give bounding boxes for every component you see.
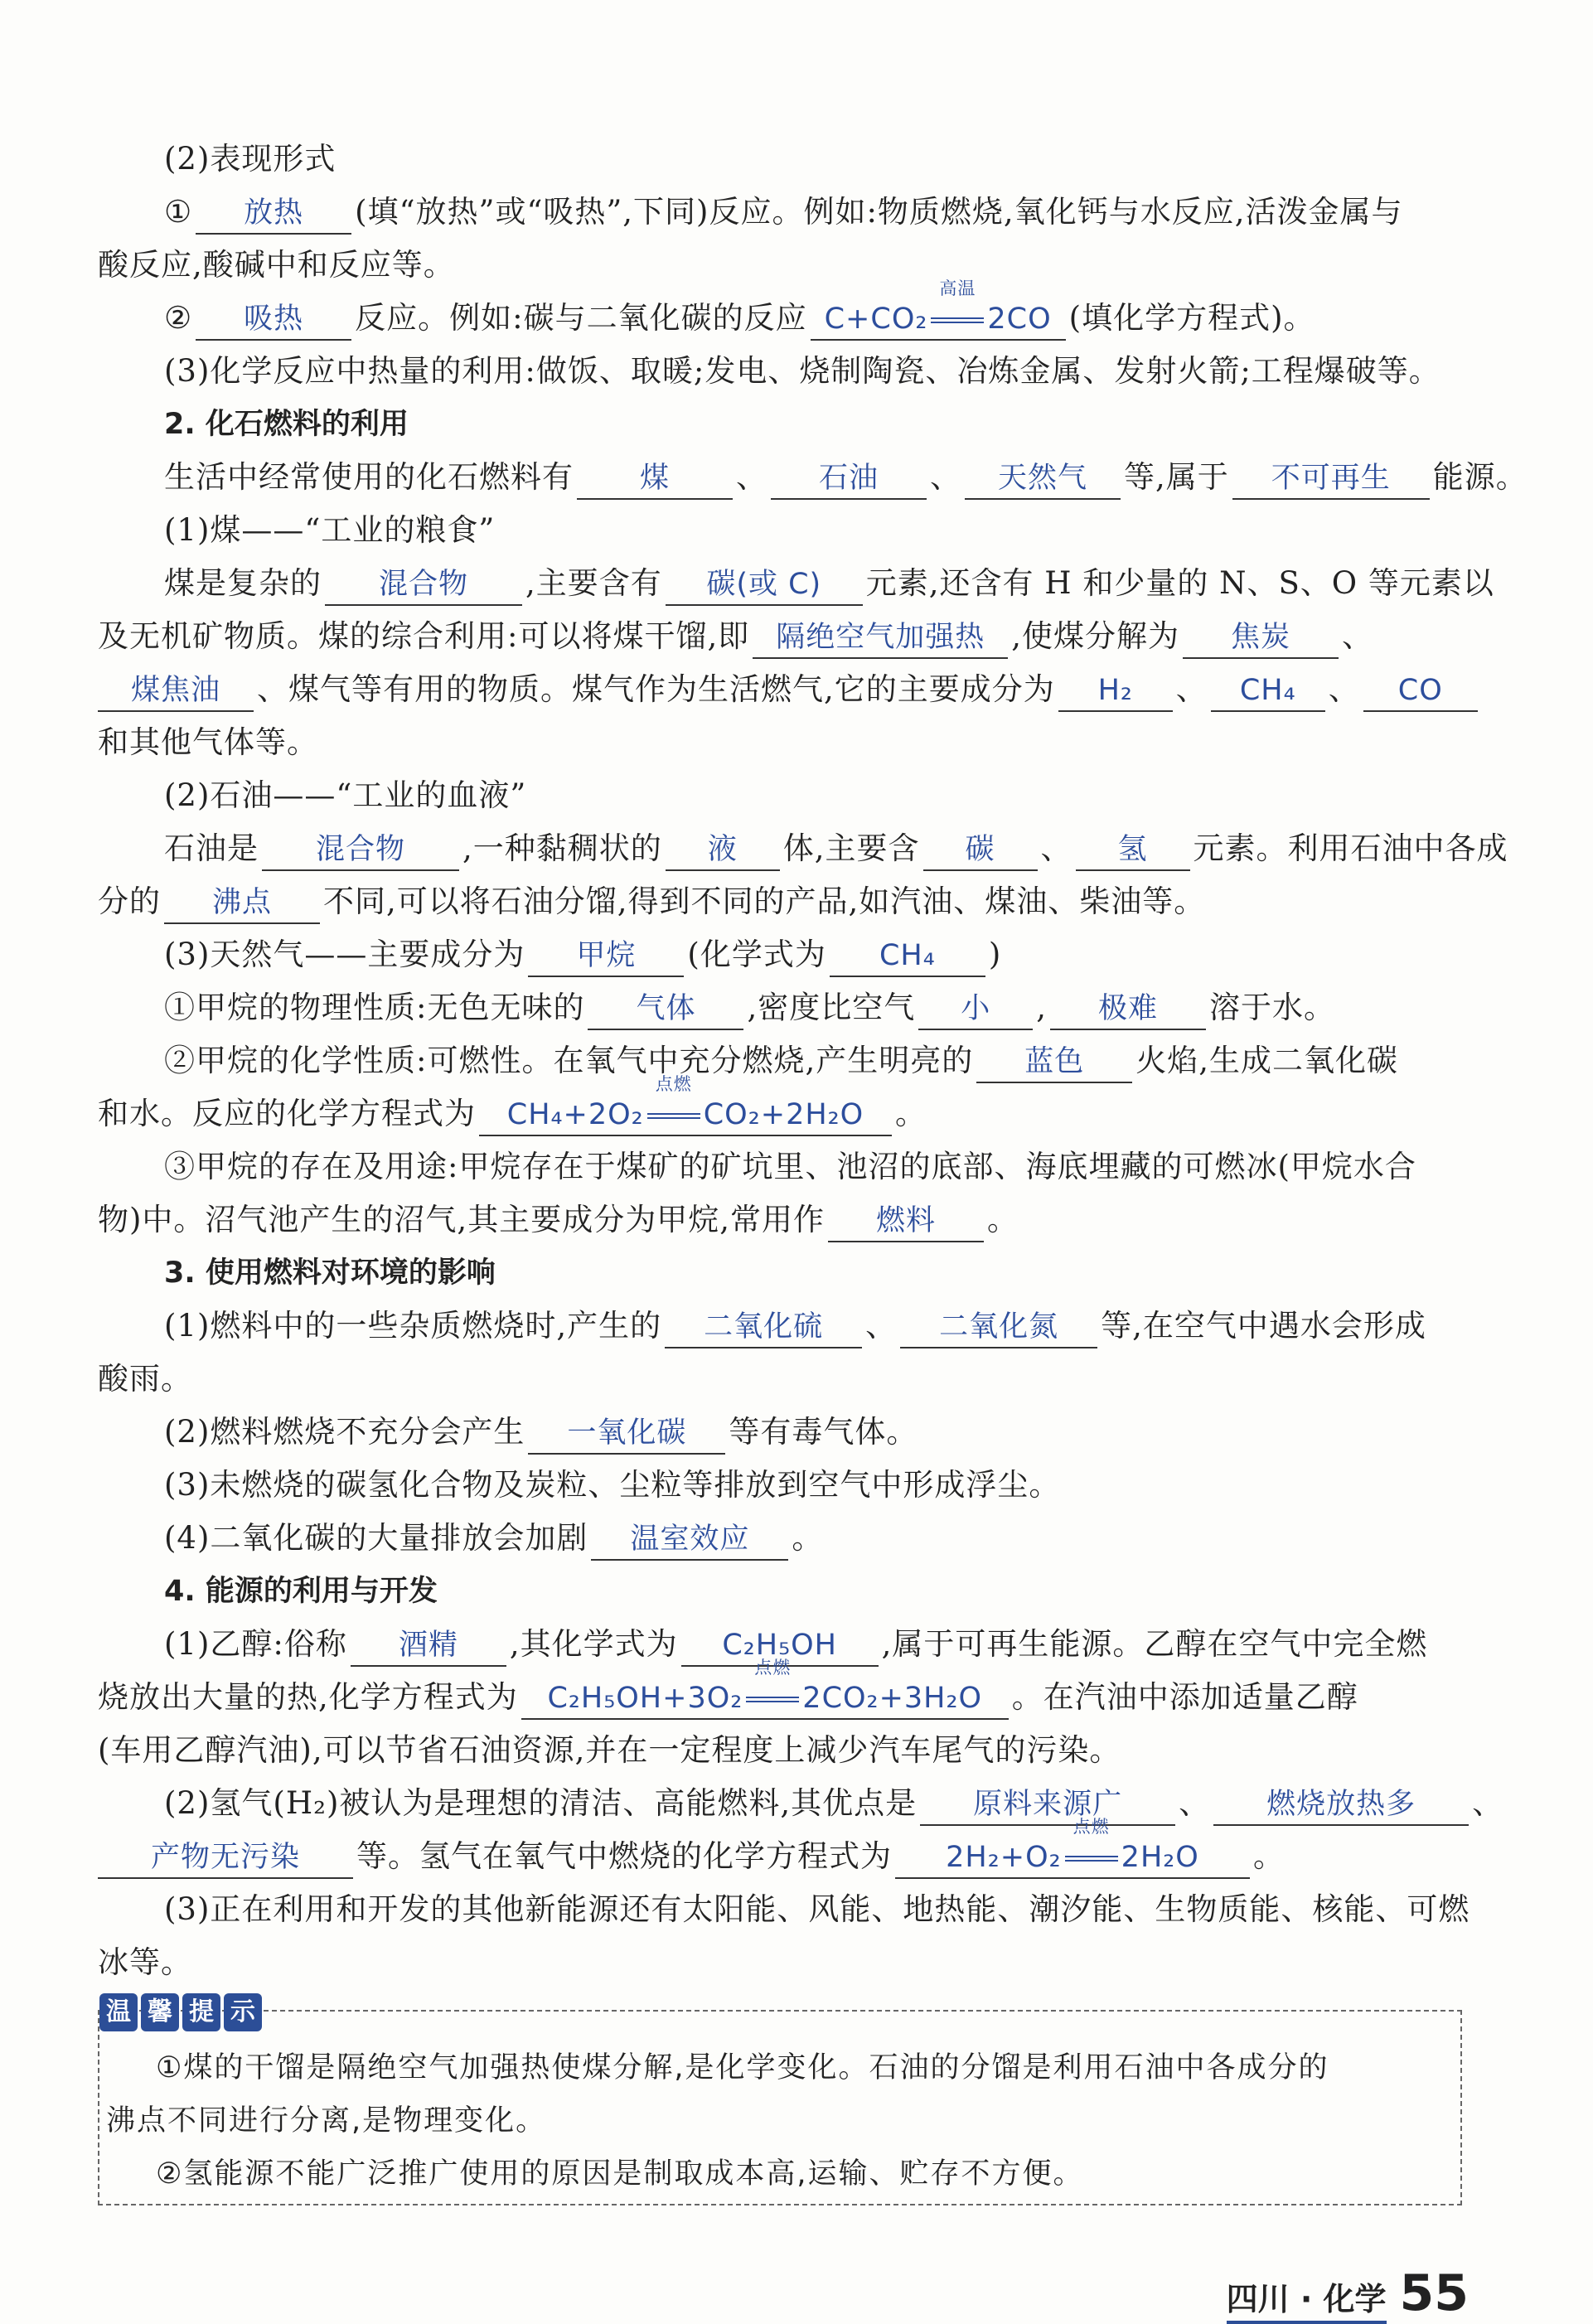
text: (1)燃料中的一些杂质燃烧时,产生的 [164, 1308, 662, 1344]
text: 、 [930, 459, 961, 495]
text: 、 [1328, 671, 1360, 707]
text-line [98, 928, 1474, 981]
text-line: (3)未燃烧的碳氢化合物及炭粒、尘粒等排放到空气中形成浮尘。 [164, 1467, 1061, 1503]
page-number: 55 [1399, 2264, 1469, 2322]
text: 石油是 [164, 830, 259, 866]
equation-left: C₂H₅OH+3O₂ [547, 1682, 743, 1715]
text-line: (3)正在利用和开发的其他新能源还有太阳能、风能、地热能、潮汐能、生物质能、核能、可燃 [164, 1891, 1470, 1927]
answer-blank: 酒精 [351, 1625, 506, 1667]
text-line [98, 1512, 1474, 1565]
equation-blank [479, 1074, 892, 1136]
equation-bar [1065, 1856, 1118, 1862]
equation-left: 2H₂+O₂ [946, 1841, 1062, 1874]
text: 火焰,生成二氧化碳 [1135, 1043, 1398, 1078]
text-line [98, 557, 1494, 610]
equation-right: 2CO [987, 303, 1052, 336]
text: 、煤气等有用的物质。煤气作为生活燃气,它的主要成分为 [257, 671, 1055, 707]
answer-blank: CO [1363, 671, 1478, 712]
section-heading: 4. 能源的利用与开发 [164, 1575, 438, 1608]
text-line [98, 1817, 1474, 1883]
condition-label: 点燃 [1072, 1817, 1110, 1837]
equation-left: CH₄+2O₂ [506, 1098, 644, 1131]
answer-blank: 液 [666, 830, 780, 871]
answer-blank: 极难 [1050, 989, 1206, 1030]
text: 及无机矿物质。煤的综合利用:可以将煤干馏,即 [98, 618, 750, 654]
text: 。 [792, 1520, 824, 1556]
tip-badge-char: 提 [182, 1993, 220, 2031]
text-line [98, 278, 1474, 345]
text: 体,主要含 [782, 830, 920, 866]
text-line [98, 610, 1474, 663]
text: (2)燃料燃烧不充分会产生 [164, 1414, 525, 1450]
text-line [98, 1300, 1474, 1353]
text: (1)乙醇:俗称 [164, 1626, 347, 1662]
answer-blank: 二氧化硫 [665, 1307, 862, 1348]
text-line [98, 981, 1474, 1034]
text-line [98, 875, 1474, 928]
tip-line: ②氢能源不能广泛推广使用的原因是制取成本高,运输、贮存不方便。 [156, 2157, 1084, 2191]
text: 。在汽油中添加适量乙醇 [1011, 1679, 1358, 1715]
text: 能源。 [1432, 459, 1528, 495]
text: 、 [1342, 618, 1373, 654]
text: (3)天然气——主要成分为 [164, 937, 525, 972]
marker: ② [164, 300, 193, 336]
page-content [98, 133, 1528, 1989]
text: 、 [1175, 671, 1208, 707]
answer-blank: 隔绝空气加强热 [753, 617, 1008, 659]
text-line [98, 1074, 1474, 1140]
text: ,其化学式为 [509, 1626, 678, 1662]
text: ①甲烷的物理性质:无色无味的 [164, 990, 585, 1025]
text-line [98, 1777, 1504, 1830]
text-line: ③甲烷的存在及用途:甲烷存在于煤矿的矿坑里、池沼的底部、海底埋藏的可燃冰(甲烷水合 [164, 1149, 1416, 1184]
equation-condition [743, 1658, 802, 1718]
text: 元素。利用石油中各成 [1193, 830, 1508, 866]
answer-blank: 蓝色 [976, 1042, 1132, 1083]
text-line [98, 186, 1474, 239]
text: ,使煤分解为 [1011, 618, 1179, 654]
answer-blank: 碳(或 C) [666, 564, 863, 606]
answer-blank: 氢 [1076, 830, 1190, 871]
equation-condition [927, 278, 987, 339]
tip-badge [99, 1993, 262, 2031]
answer-blank: 甲烷 [528, 936, 684, 977]
answer-blank: 产物无污染 [98, 1837, 353, 1879]
equation-condition [1062, 1817, 1121, 1877]
tip-body [106, 2041, 1457, 2201]
text: 、 [1472, 1785, 1504, 1821]
equation-blank [521, 1658, 1009, 1720]
answer-blank: 放热 [196, 193, 351, 235]
answer-blank: C₂H₅OH [681, 1625, 879, 1667]
answer-blank: 煤 [577, 458, 733, 500]
tip-badge-char: 示 [224, 1993, 262, 2031]
answer-blank: 煤焦油 [98, 671, 254, 712]
text: (4)二氧化碳的大量排放会加剧 [164, 1520, 588, 1556]
text: 烧放出大量的热,化学方程式为 [98, 1679, 518, 1715]
section-heading: 2. 化石燃料的利用 [164, 408, 409, 441]
text: 和水。反应的化学方程式为 [98, 1096, 476, 1131]
equation-right: 2CO₂+3H₂O [802, 1682, 983, 1715]
answer-blank: 气体 [588, 989, 743, 1030]
text-line [98, 1193, 1474, 1247]
text: 等有毒气体。 [729, 1414, 918, 1450]
text-line [98, 1034, 1474, 1087]
text-line [98, 663, 1474, 716]
text: 。 [1253, 1838, 1285, 1874]
tip-line: ①煤的干馏是隔绝空气加强热使煤分解,是化学变化。石油的分馏是利用石油中各成分的 [156, 2051, 1329, 2084]
text: , [1036, 990, 1047, 1025]
answer-blank: CH₄ [1211, 671, 1325, 712]
answer-blank: 天然气 [965, 458, 1121, 500]
text-line: (1)煤——“工业的粮食” [164, 512, 496, 548]
text-line [98, 822, 1508, 875]
answer-blank: CH₄ [830, 936, 985, 977]
answer-blank: 混合物 [325, 564, 522, 606]
tip-box [98, 1997, 1462, 2205]
text: 、 [865, 1308, 898, 1344]
text: 等,在空气中遇水会形成 [1101, 1308, 1426, 1344]
answer-blank: 吸热 [196, 299, 351, 341]
equation-bar [746, 1697, 799, 1702]
equation-condition [644, 1074, 704, 1135]
answer-blank: 碳 [923, 830, 1038, 871]
text-line: 和其他气体等。 [98, 724, 318, 760]
text: 。 [895, 1096, 927, 1131]
answer-blank: 不可再生 [1232, 458, 1430, 500]
text: 、 [736, 459, 767, 495]
text-line [98, 1658, 1474, 1724]
text-line: 酸反应,酸碱中和反应等。 [98, 247, 455, 283]
section-heading: 3. 使用燃料对环境的影响 [164, 1256, 496, 1290]
text-line [98, 1406, 1474, 1459]
text: 溶于水。 [1209, 990, 1335, 1025]
answer-blank: 一氧化碳 [528, 1413, 725, 1455]
text: (填“放热”或“吸热”,下同)反应。例如:物质燃烧,氧化钙与水反应,活泼金属与 [355, 194, 1403, 230]
condition-label: 高温 [939, 278, 976, 298]
tip-line: 沸点不同进行分离,是物理变化。 [106, 2104, 547, 2138]
text: ,密度比空气 [747, 990, 916, 1025]
text: 。 [986, 1202, 1019, 1237]
text-line: 冰等。 [98, 1944, 192, 1980]
equation-bar [647, 1113, 700, 1119]
text: 不同,可以将石油分馏,得到不同的产品,如汽油、煤油、柴油等。 [323, 884, 1206, 919]
tip-badge-char: 馨 [141, 1993, 179, 2031]
text: ,主要含有 [525, 565, 662, 601]
text: 生活中经常使用的化石燃料有 [164, 459, 574, 495]
answer-blank: 原料来源广 [920, 1784, 1175, 1826]
text: ) [988, 937, 1002, 972]
answer-blank: 燃烧放热多 [1213, 1784, 1469, 1826]
answer-blank: 二氧化氮 [900, 1307, 1097, 1348]
page-footer [1227, 2264, 1469, 2324]
text: ②甲烷的化学性质:可燃性。在氧气中充分燃烧,产生明亮的 [164, 1043, 974, 1078]
text: (化学式为 [687, 937, 826, 972]
answer-blank: 焦炭 [1183, 617, 1339, 659]
text: 煤是复杂的 [164, 565, 322, 601]
footer-subject: 四川 · 化学 [1227, 2273, 1387, 2324]
text: 元素,还含有 H 和少量的 N、S、O 等元素以 [865, 565, 1494, 601]
text: 等。氢气在氧气中燃烧的化学方程式为 [356, 1838, 892, 1874]
text: 分的 [98, 884, 161, 919]
text: (填化学方程式)。 [1068, 300, 1315, 336]
marker: ① [164, 194, 193, 230]
equation-blank [811, 278, 1066, 341]
answer-blank: 温室效应 [591, 1519, 788, 1561]
text: 物)中。沼气池产生的沼气,其主要成分为甲烷,常用作 [98, 1202, 825, 1237]
condition-label: 点燃 [655, 1074, 692, 1094]
answer-blank: 混合物 [262, 830, 459, 871]
condition-label: 点燃 [754, 1658, 792, 1678]
answer-blank: H₂ [1058, 671, 1173, 712]
equation-right: CO₂+2H₂O [703, 1098, 864, 1131]
text-line: 酸雨。 [98, 1361, 192, 1397]
text: 、 [1179, 1785, 1211, 1821]
text-line [98, 451, 1528, 504]
equation-left: C+CO₂ [824, 303, 928, 336]
text-line: (3)化学反应中热量的利用:做饭、取暖;发电、烧制陶瓷、冶炼金属、发射火箭;工程爆破等。 [164, 353, 1440, 389]
equation-blank [895, 1817, 1250, 1879]
answer-blank: 沸点 [164, 883, 320, 924]
answer-blank: 燃料 [828, 1201, 984, 1242]
text: (2)氢气(H₂)被认为是理想的清洁、高能燃料,其优点是 [164, 1785, 918, 1821]
answer-blank: 小 [918, 989, 1033, 1030]
tip-badge-char: 温 [99, 1993, 138, 2031]
answer-blank: 石油 [771, 458, 927, 500]
equation-bar [931, 317, 984, 323]
text: 反应。例如:碳与二氧化碳的反应 [355, 300, 807, 336]
text: ,属于可再生能源。乙醇在空气中完全燃 [881, 1626, 1428, 1662]
text: 、 [1040, 830, 1072, 866]
text-line: (车用乙醇汽油),可以节省石油资源,并在一定程度上减少汽车尾气的污染。 [98, 1732, 1121, 1768]
text: 等,属于 [1124, 459, 1229, 495]
text-line: (2)表现形式 [164, 141, 337, 177]
text-line: (2)石油——“工业的血液” [164, 777, 527, 813]
text: ,一种黏稠状的 [462, 830, 662, 866]
equation-right: 2H₂O [1121, 1841, 1199, 1874]
